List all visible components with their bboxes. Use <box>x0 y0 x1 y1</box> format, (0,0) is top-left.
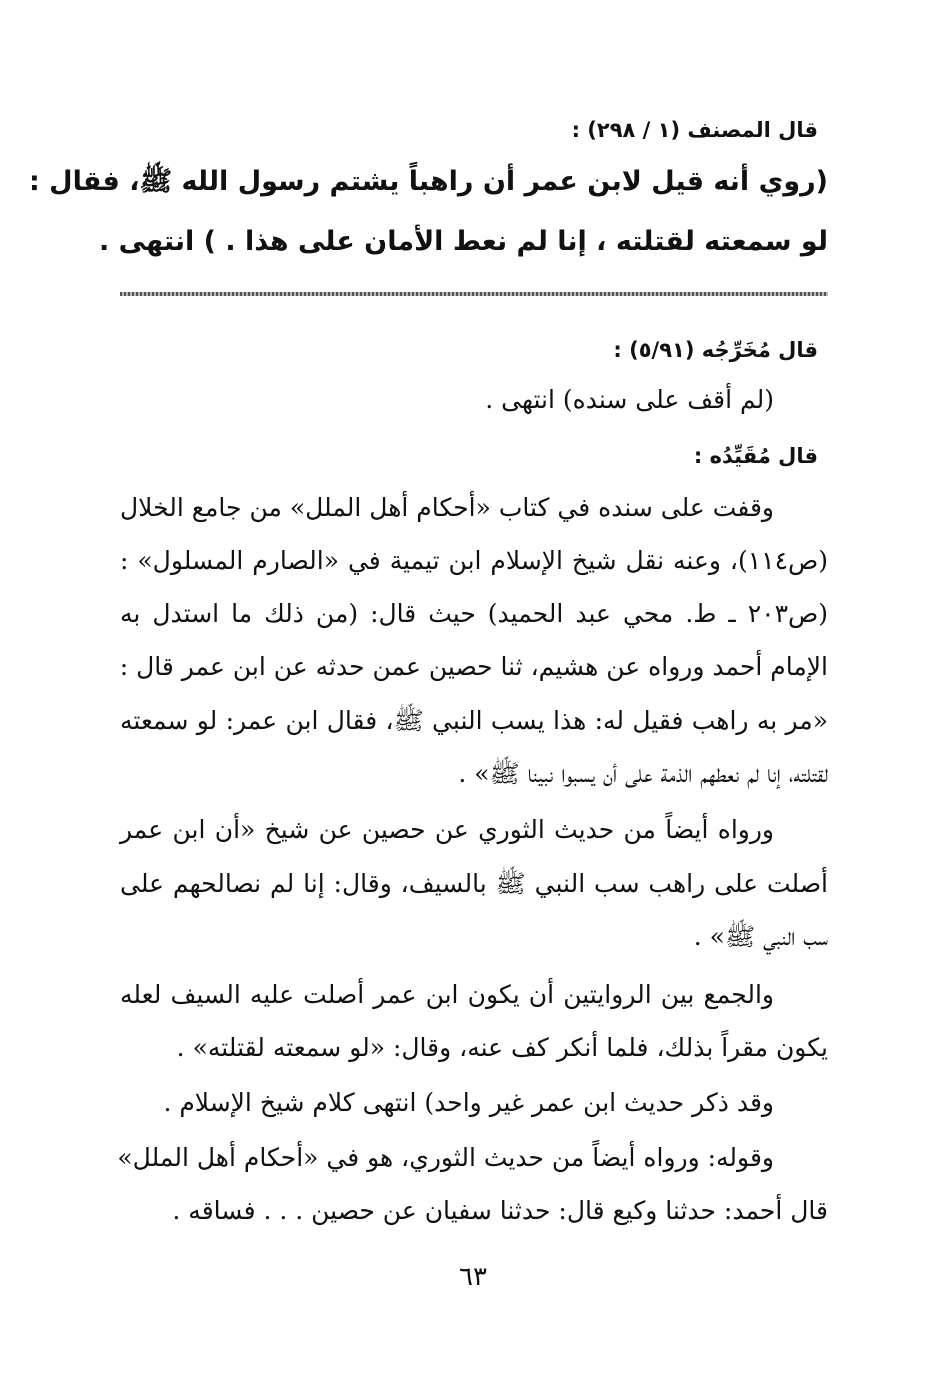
quote-line-2: لو سمعته لقتلته ، إنا لم نعط الأمان على هذا . ) انتهى . <box>99 226 828 257</box>
commentary-line-14: قال أحمد: حدثنا وكيع قال: حدثنا سفيان عن حصين . . . فساقه . <box>172 1196 828 1225</box>
commentary-line-10: والجمع بين الروايتين أن يكون ابن عمر أصلت عليه السيف لعله <box>120 980 774 1009</box>
takhrij-line-1: (لم أقف على سنده) انتهى . <box>485 385 774 414</box>
commentary-line-1: وقفت على سنده في كتاب «أحكام أهل الملل» من جامع الخلال <box>120 493 774 522</box>
section-heading-author: قال المصنف (١ / ٢٩٨) : <box>571 118 818 142</box>
commentary-line-7: ورواه أيضاً من حديث الثوري عن حصين عن شيخ «أن ابن عمر <box>120 815 774 844</box>
commentary-line-3: (ص٢٠٣ ـ ط. محي عبد الحميد) حيث قال: (من ذلك ما استدل به <box>120 599 828 628</box>
commentary-line-12: وقد ذكر حديث ابن عمر غير واحد) انتهى كلام شيخ الإسلام . <box>163 1088 774 1117</box>
section-divider <box>120 292 828 296</box>
commentary-line-13: وقوله: ورواه أيضاً من حديث الثوري، هو في «أحكام أهل الملل» <box>117 1143 774 1172</box>
page-number: ٦٣ <box>459 1262 487 1292</box>
commentary-line-9: سب النبي ﷺ» . <box>693 922 828 951</box>
commentary-line-4: الإمام أحمد ورواه عن هشيم، ثنا حصين عمن حدثه عن ابن عمر قال : <box>119 652 828 681</box>
section-heading-takhrij: قال مُخَرِّجُه (٥/٩١) : <box>613 338 818 362</box>
commentary-line-5: «مر به راهب فقيل له: هذا يسب النبي ﷺ، فقال ابن عمر: لو سمعته <box>120 706 828 735</box>
commentary-line-8: أصلت على راهب سب النبي ﷺ بالسيف، وقال: إنا لم نصالحهم على <box>120 869 828 898</box>
section-heading-commentator: قال مُقَيِّدُه : <box>693 444 818 468</box>
commentary-line-6: لقتلته، إنا لم نعطهم الذمة على أن يسبوا نبينا ﷺ» . <box>458 759 828 788</box>
commentary-line-2: (ص١١٤)، وعنه نقل شيخ الإسلام ابن تيمية في «الصارم المسلول» : <box>120 546 828 575</box>
quote-line-1: (روي أنه قيل لابن عمر أن راهباً يشتم رسول الله ﷺ، فقال : <box>28 166 828 197</box>
commentary-line-11: يكون مقراً بذلك، فلما أنكر كف عنه، وقال: «لو سمعته لقتلته» . <box>176 1033 828 1062</box>
